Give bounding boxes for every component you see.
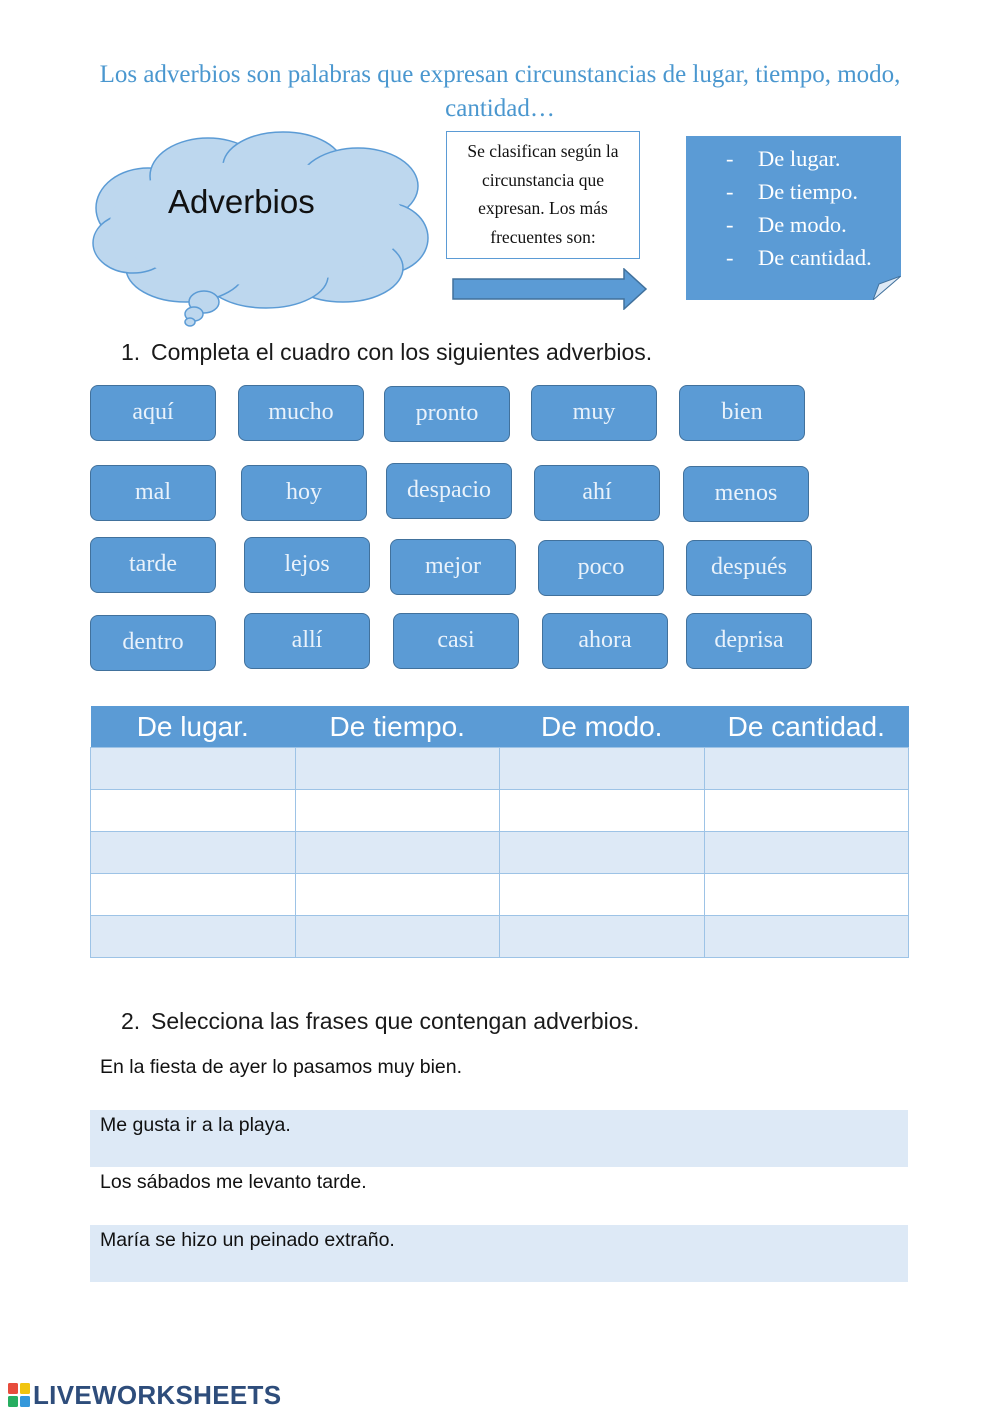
drop-cell[interactable] <box>704 916 909 958</box>
drop-cell[interactable] <box>295 790 500 832</box>
adverb-chip[interactable]: despacio <box>386 463 512 519</box>
drop-cell[interactable] <box>91 832 296 874</box>
table-row <box>91 832 909 874</box>
sentence-option[interactable]: Los sábados me levanto tarde. <box>100 1171 367 1193</box>
sentence-option[interactable]: Me gusta ir a la playa. <box>90 1110 908 1167</box>
adverb-chip[interactable]: mejor <box>390 539 516 595</box>
adverb-chip[interactable]: mucho <box>238 385 364 441</box>
adverb-chip[interactable]: muy <box>531 385 657 441</box>
drop-cell[interactable] <box>704 748 909 790</box>
adverb-chip[interactable]: mal <box>90 465 216 521</box>
column-header: De cantidad. <box>704 706 909 748</box>
table-row <box>91 916 909 958</box>
cloud-shape <box>88 128 433 328</box>
adverb-chip[interactable]: menos <box>683 466 809 522</box>
category-item: - De lugar. <box>726 146 841 171</box>
sentence-option[interactable]: María se hizo un peinado extraño. <box>90 1225 908 1282</box>
drop-cell[interactable] <box>91 874 296 916</box>
drop-cell[interactable] <box>295 916 500 958</box>
adverb-chip[interactable]: tarde <box>90 537 216 593</box>
table-row <box>91 874 909 916</box>
adverb-chip[interactable]: ahí <box>534 465 660 521</box>
intro-text: Los adverbios son palabras que expresan circunstancias de lugar, tiempo, modo, cantidad… <box>99 61 901 122</box>
column-header: De tiempo. <box>295 706 500 748</box>
cloud-label: Adverbios <box>168 183 315 220</box>
drop-cell[interactable] <box>500 790 705 832</box>
exercise-2-heading: 2. Selecciona las frases que contengan adverbios. <box>121 1008 640 1034</box>
adverb-chip[interactable]: pronto <box>384 386 510 442</box>
adverb-chip[interactable]: lejos <box>244 537 370 593</box>
adverb-chip[interactable]: bien <box>679 385 805 441</box>
explanation-box: Se clasifican según la circunstancia que expresan. Los más frecuentes son: <box>446 131 640 259</box>
adverb-chip[interactable]: ahora <box>542 613 668 669</box>
adverb-chip[interactable]: poco <box>538 540 664 596</box>
adverb-chip[interactable]: aquí <box>90 385 216 441</box>
brand-name: LIVEWORKSHEETS <box>33 1379 282 1410</box>
adverb-chip[interactable]: hoy <box>241 465 367 521</box>
adverb-chip[interactable]: deprisa <box>686 613 812 669</box>
categories-note <box>686 136 901 300</box>
drop-cell[interactable] <box>295 874 500 916</box>
column-header: De modo. <box>500 706 705 748</box>
drop-cell[interactable] <box>500 748 705 790</box>
brand-footer <box>8 1380 281 1410</box>
adverb-chip[interactable]: allí <box>244 613 370 669</box>
drop-cell[interactable] <box>91 790 296 832</box>
table-row <box>91 790 909 832</box>
drop-cell[interactable] <box>295 748 500 790</box>
column-header: De lugar. <box>91 706 296 748</box>
drop-cell[interactable] <box>704 874 909 916</box>
category-item: - De tiempo. <box>726 179 858 204</box>
exercise-1-heading: 1. Completa el cuadro con los siguientes adverbios. <box>121 339 653 365</box>
drop-cell[interactable] <box>500 832 705 874</box>
table-header-row <box>91 706 909 748</box>
adverb-chip[interactable]: dentro <box>90 615 216 671</box>
sentence-option[interactable]: En la fiesta de ayer lo pasamos muy bien. <box>100 1056 463 1078</box>
drop-cell[interactable] <box>91 916 296 958</box>
drop-cell[interactable] <box>500 874 705 916</box>
category-item: - De cantidad. <box>726 245 872 270</box>
drop-cell[interactable] <box>704 790 909 832</box>
liveworksheets-logo-icon <box>8 1383 30 1407</box>
category-item: - De modo. <box>726 212 847 237</box>
adverb-chip[interactable]: casi <box>393 613 519 669</box>
table-row <box>91 748 909 790</box>
page-curl-icon <box>873 276 901 300</box>
drop-cell[interactable] <box>704 832 909 874</box>
drop-cell[interactable] <box>295 832 500 874</box>
classification-table <box>90 706 909 958</box>
drop-cell[interactable] <box>91 748 296 790</box>
drop-cell[interactable] <box>500 916 705 958</box>
arrow-right-icon <box>452 268 648 310</box>
adverb-chip[interactable]: después <box>686 540 812 596</box>
